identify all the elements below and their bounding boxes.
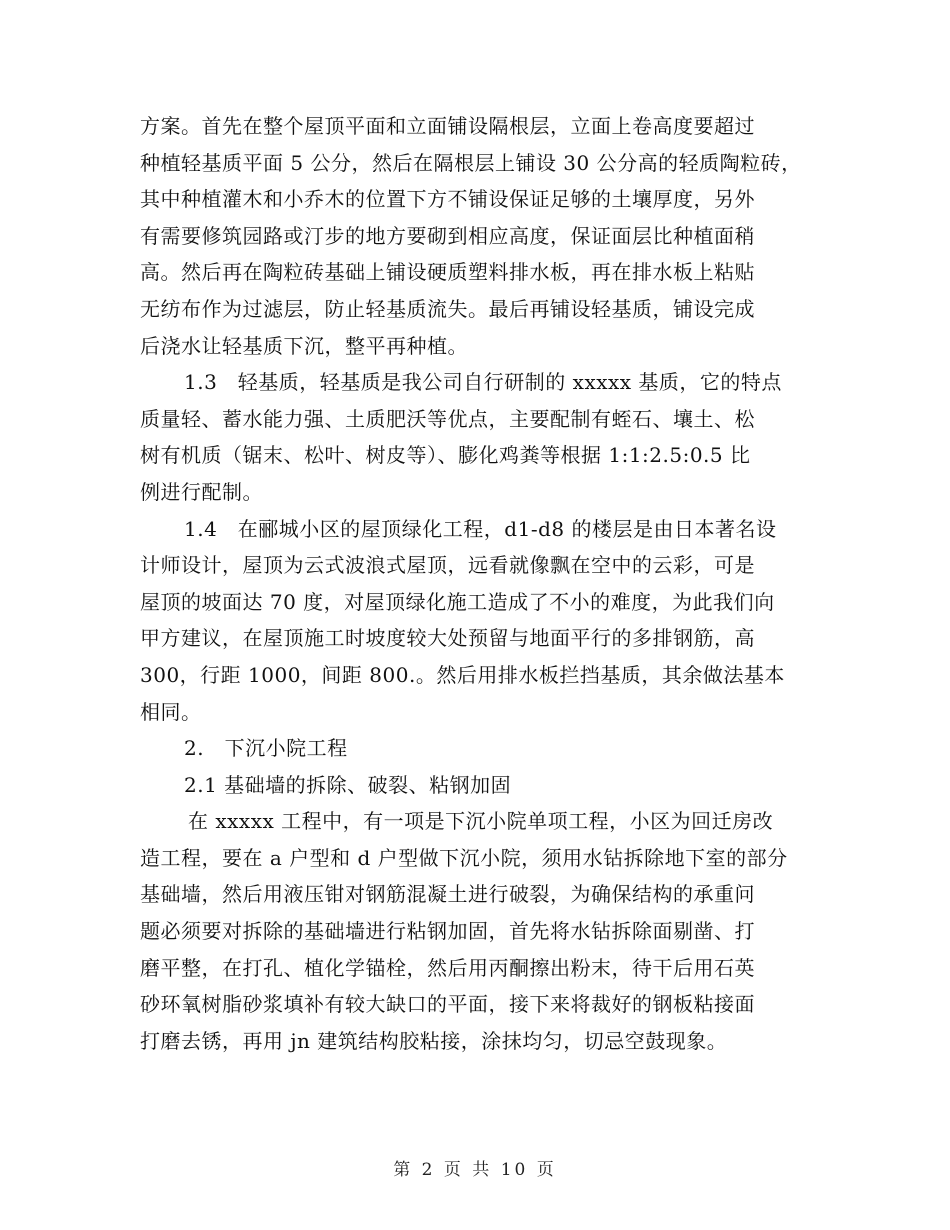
text-line: 有需要修筑园路或汀步的地方要砌到相应高度，保证面层比种植面稍: [140, 223, 755, 248]
text-line: 屋顶的坡面达 70 度，对屋顶绿化施工造成了不小的难度，为此我们向: [140, 589, 775, 614]
text-line: 300，行距 1000，间距 800.。然后用排水板拦挡基质，其余做法基本: [140, 662, 785, 687]
text-line: 题必须要对拆除的基础墙进行粘钢加固，首先将水钻拆除面剔凿、打: [140, 919, 755, 944]
paragraph-start-line: 在 xxxxx 工程中，有一项是下沉小院单项工程，小区为回迁房改: [188, 809, 774, 834]
text-line: 相同。: [140, 699, 202, 724]
section-2-heading: 2. 下沉小院工程: [184, 736, 348, 761]
section-1-4-line: 1.4 在郦城小区的屋顶绿化工程，d1-d8 的楼层是由日本著名设: [184, 516, 777, 541]
text-line: 质量轻、蓄水能力强、土质肥沃等优点，主要配制有蛭石、壤土、松: [140, 406, 755, 431]
text-line: 打磨去锈，再用 jn 建筑结构胶粘接，涂抹均匀，切忌空鼓现象。: [140, 1028, 728, 1053]
text-line: 磨平整，在打孔、植化学锚栓，然后用丙酮擦出粉末，待干后用石英: [140, 955, 755, 980]
text-line: 无纺布作为过滤层，防止轻基质流失。最后再铺设轻基质，铺设完成: [140, 296, 755, 321]
text-line: 后浇水让轻基质下沉，整平再种植。: [140, 333, 468, 358]
text-line: 树有机质（锯末、松叶、树皮等）、膨化鸡粪等根据 1:1:2.5:0.5 比: [140, 443, 751, 468]
text-line: 计师设计，屋顶为云式波浪式屋顶，远看就像飘在空中的云彩，可是: [140, 553, 755, 578]
text-line: 砂环氧树脂砂浆填补有较大缺口的平面，接下来将裁好的钢板粘接面: [140, 992, 755, 1017]
text-line: 甲方建议，在屋顶施工时坡度较大处预留与地面平行的多排钢筋，高: [140, 626, 755, 651]
text-line: 其中种植灌木和小乔木的位置下方不铺设保证足够的土壤厚度，另外: [140, 187, 755, 212]
text-line: 造工程，要在 a 户型和 d 户型做下沉小院，须用水钻拆除地下室的部分: [140, 845, 788, 870]
body-text: [140, 108, 820, 1059]
text-line: 高。然后再在陶粒砖基础上铺设硬质塑料排水板，再在排水板上粘贴: [140, 260, 755, 285]
page-number-footer: 第 2 页 共 10 页: [393, 1160, 557, 1180]
text-line: 例进行配制。: [140, 479, 263, 504]
section-2-1-heading: 2.1 基础墙的拆除、破裂、粘钢加固: [184, 772, 512, 797]
text-line: 种植轻基质平面 5 公分，然后在隔根层上铺设 30 公分高的轻质陶粒砖，: [140, 150, 802, 175]
text-line: 基础墙，然后用液压钳对钢筋混凝土进行破裂，为确保结构的承重问: [140, 882, 755, 907]
section-1-3-line: 1.3 轻基质，轻基质是我公司自行研制的 xxxxx 基质，它的特点: [184, 370, 782, 395]
text-line: 方案。首先在整个屋顶平面和立面铺设隔根层，立面上卷高度要超过: [140, 114, 755, 138]
